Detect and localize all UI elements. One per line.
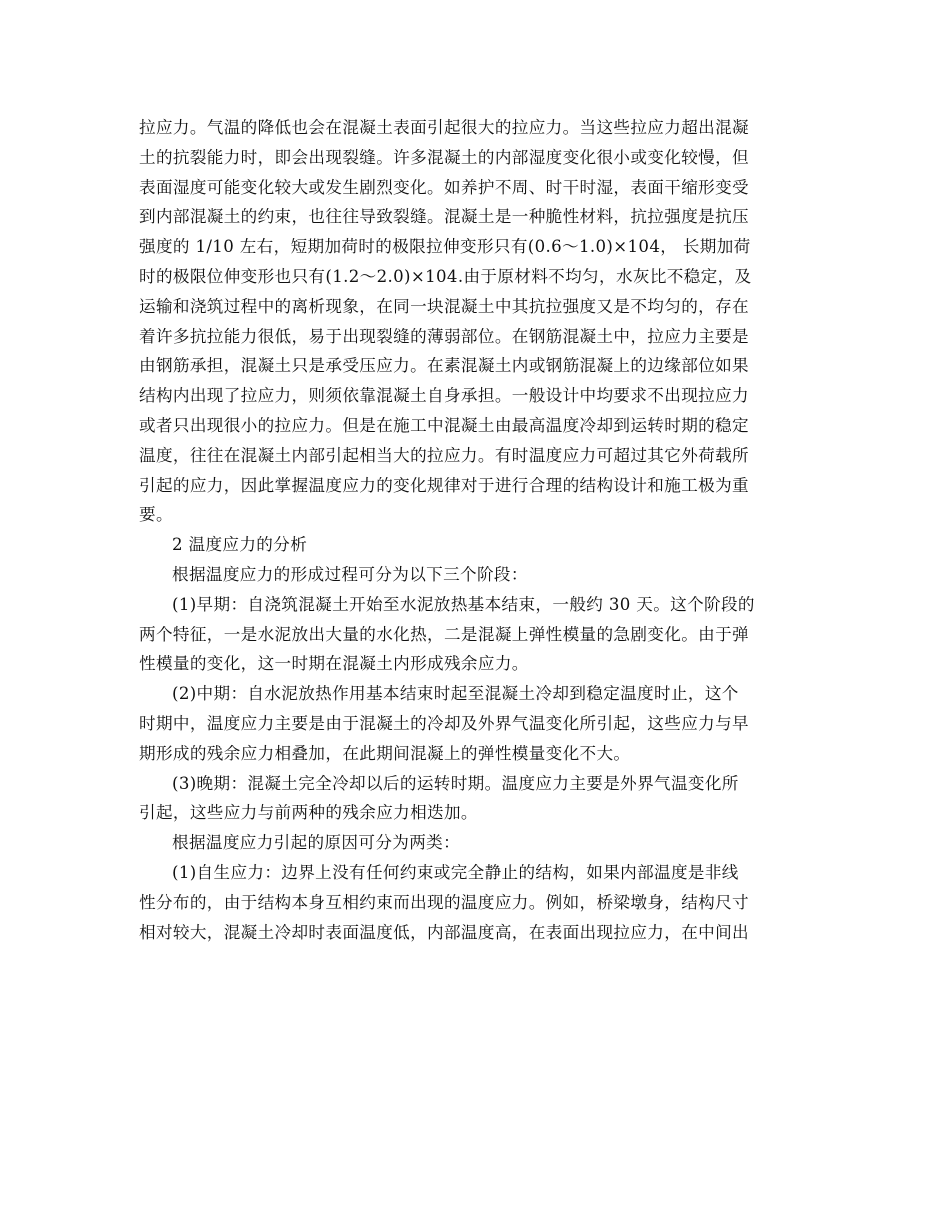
text-line: 表面湿度可能变化较大或发生剧烈变化。如养护不周、时干时湿，表面干缩形变受: [139, 177, 749, 197]
text-line: 性模量的变化，这一时期在混凝土内形成残余应力。: [139, 654, 529, 674]
text-line: 时期中，温度应力主要是由于混凝土的冷却及外界气温变化所引起，这些应力与早: [139, 713, 749, 733]
document-body: [139, 113, 819, 947]
paragraph-first-line: (1)自生应力：边界上没有任何约束或完全静止的结构，如果内部温度是非线: [172, 862, 739, 882]
text-line: 着许多抗拉能力很低，易于出现裂缝的薄弱部位。在钢筋混凝土中，拉应力主要是: [139, 326, 749, 346]
text-line: 到内部混凝土的约束，也往往导致裂缝。混凝土是一种脆性材料，抗拉强度是抗压: [139, 207, 749, 227]
paragraph-first-line: 根据温度应力的形成过程可分为以下三个阶段：: [172, 564, 528, 584]
text-line: 强度的 1/10 左右，短期加荷时的极限拉伸变形只有(0.6～1.0)×104， 长期加荷: [139, 237, 751, 257]
text-line: 引起的应力，因此掌握温度应力的变化规律对于进行合理的结构设计和施工极为重: [139, 475, 749, 495]
text-line: 时的极限位伸变形也只有(1.2～2.0)×104.由于原材料不均匀，水灰比不稳定，及: [139, 266, 752, 286]
section-heading: 2 温度应力的分析: [172, 535, 308, 555]
text-line: 拉应力。气温的降低也会在混凝土表面引起很大的拉应力。当这些拉应力超出混凝: [139, 118, 749, 137]
paragraph-first-line: (1)早期：自浇筑混凝土开始至水泥放热基本结束，一般约 30 天。这个阶段的: [172, 594, 755, 614]
text-line: 期形成的残余应力相叠加，在此期间混凝上的弹性模量变化不大。: [139, 743, 631, 763]
text-line: 引起，这些应力与前两种的残余应力相迭加。: [139, 803, 478, 823]
text-line: 相对较大，混凝土冷却时表面温度低，内部温度高，在表面出现拉应力，在中间出: [139, 922, 749, 942]
text-line: 温度，往往在混凝土内部引起相当大的拉应力。有时温度应力可超过其它外荷载所: [139, 445, 749, 465]
paragraph-first-line: (2)中期：自水泥放热作用基本结束时起至混凝土冷却到稳定温度时止，这个: [172, 684, 739, 704]
paragraph-first-line: (3)晚期：混凝土完全冷却以后的运转时期。温度应力主要是外界气温变化所: [172, 773, 739, 793]
text-line: 两个特征，一是水泥放出大量的水化热，二是混凝上弹性模量的急剧变化。由于弹: [139, 624, 749, 644]
text-line: 土的抗裂能力时，即会出现裂缝。许多混凝土的内部湿度变化很小或变化较慢，但: [139, 147, 749, 167]
paragraph-first-line: 根据温度应力引起的原因可分为两类：: [172, 833, 461, 853]
text-line: 或者只出现很小的拉应力。但是在施工中混凝土由最高温度冷却到运转时期的稳定: [139, 415, 749, 435]
text-line: 运输和浇筑过程中的离析现象，在同一块混凝土中其抗拉强度又是不均匀的，存在: [139, 296, 749, 316]
text-line: 性分布的，由于结构本身互相约束而出现的温度应力。例如，桥梁墩身，结构尺寸: [139, 892, 749, 912]
text-line: 要。: [139, 505, 173, 525]
text-line: 由钢筋承担，混凝土只是承受压应力。在素混凝土内或钢筋混凝上的边缘部位如果: [139, 356, 749, 376]
text-line: 结构内出现了拉应力，则须依靠混凝土自身承担。一般设计中均要求不出现拉应力: [139, 386, 749, 406]
